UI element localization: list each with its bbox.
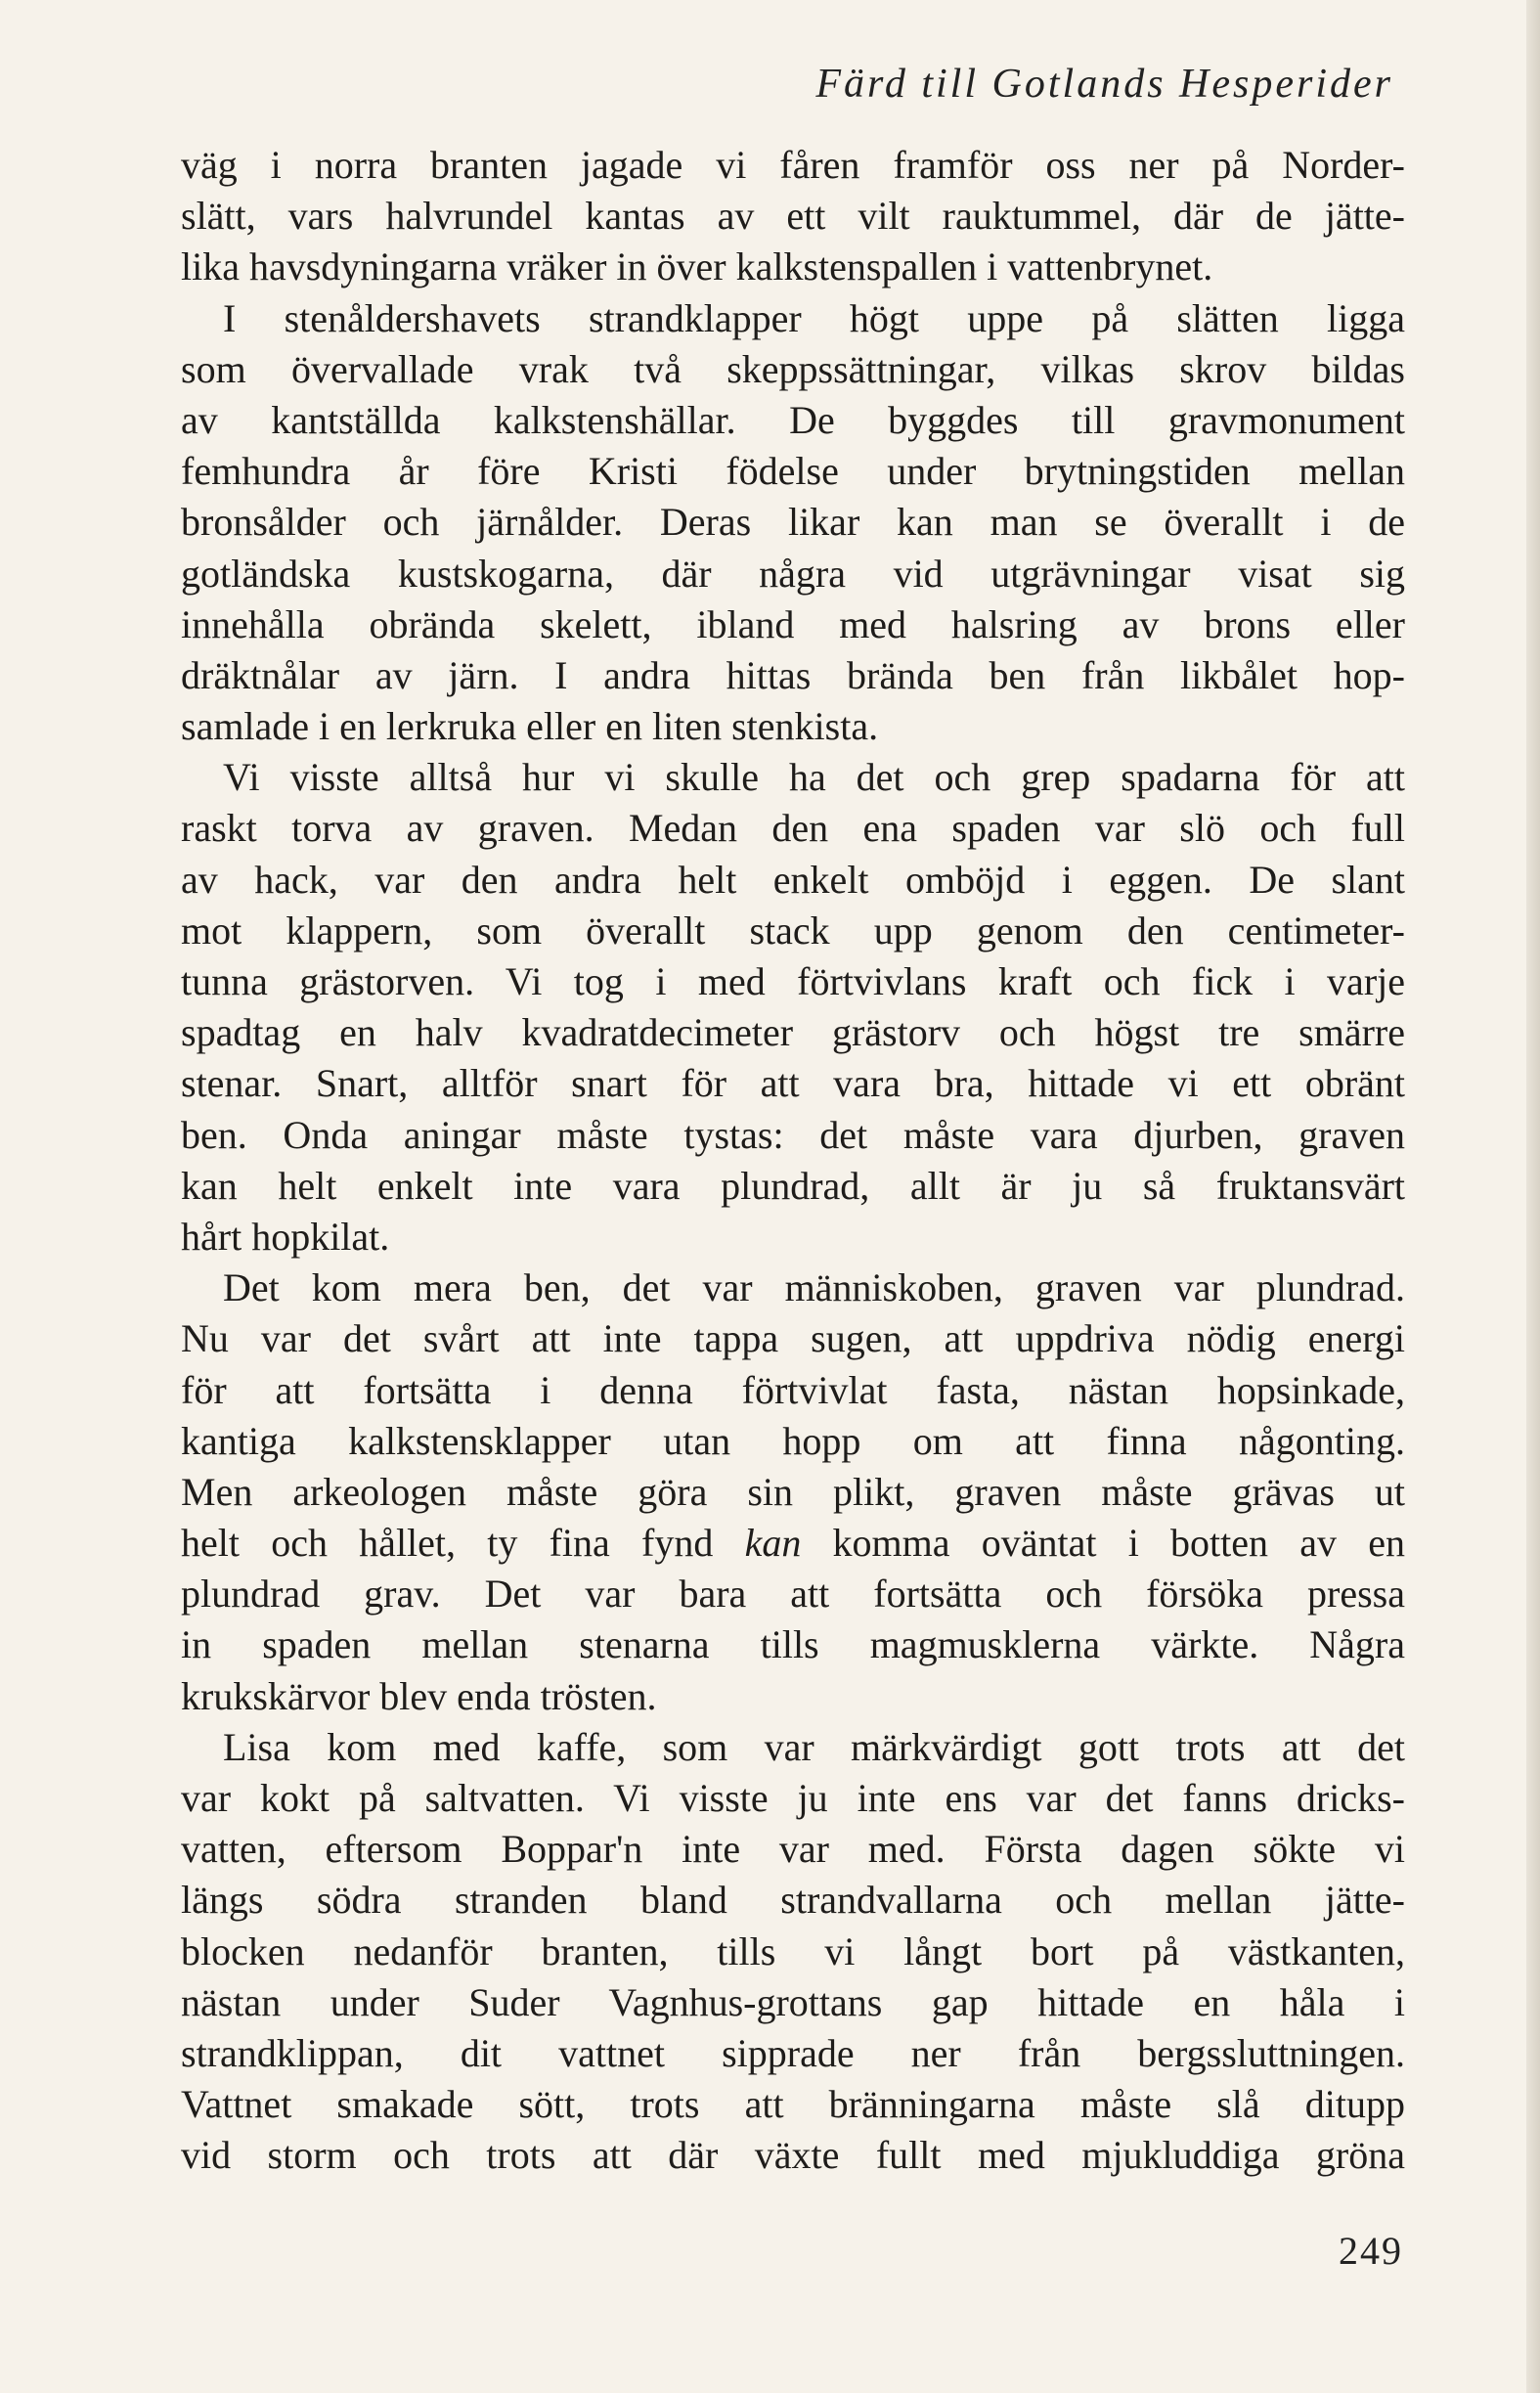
text-line: kan helt enkelt inte vara plundrad, allt är ju så fruktansvärt	[181, 1163, 1405, 1208]
text-line: slätt, vars halvrundel kantas av ett vilt rauktummel, där de jätte-	[181, 194, 1405, 239]
text-line: Vi visste alltså hur vi skulle ha det och grep spadarna för att	[223, 755, 1405, 800]
text-line: hårt hopkilat.	[181, 1214, 390, 1259]
text-line: längs södra stranden bland strandvallarna och mellan jätte-	[181, 1878, 1405, 1923]
text-line: in spaden mellan stenarna tills magmusklerna värkte. Några	[181, 1622, 1405, 1667]
text-line: blocken nedanför branten, tills vi långt bort på västkanten,	[181, 1928, 1405, 1973]
text-line: väg i norra branten jagade vi fåren framför oss ner på Norder-	[181, 143, 1405, 187]
text-line: lika havsdyningarna vräker in över kalkstenspallen i vattenbrynet.	[181, 244, 1213, 289]
text-line: för att fortsätta i denna förtvivlat fasta, nästan hopsinkade,	[181, 1367, 1405, 1412]
text-line: krukskärvor blev enda trösten.	[181, 1673, 657, 1718]
paragraph	[181, 140, 1405, 293]
text-line: innehålla obrända skelett, ibland med halsring av brons eller	[181, 601, 1405, 646]
running-head: Färd till Gotlands Hesperider	[815, 62, 1393, 107]
text-line: Det kom mera ben, det var människoben, graven var plundrad.	[223, 1265, 1405, 1310]
text-line: dräktnålar av järn. I andra hittas brända ben från likbålet hop-	[181, 652, 1405, 697]
text-line: tunna grästorven. Vi tog i med förtvivlans kraft och fick i varje	[181, 959, 1405, 1003]
text-line: Lisa kom med kaffe, som var märkvärdigt gott trots att det	[223, 1724, 1405, 1769]
text-line: av hack, var den andra helt enkelt omböjd i eggen. De slant	[181, 857, 1405, 902]
text-line: strandklippan, dit vattnet sipprade ner från bergssluttningen.	[181, 2030, 1405, 2075]
text-line: nästan under Suder Vagnhus-grottans gap hittade en håla i	[181, 1979, 1405, 2024]
text-line: som övervallade vrak två skeppssättningar, vilkas skrov bildas	[181, 346, 1405, 391]
text-line: av kantställda kalkstenshällar. De byggdes till gravmonument	[181, 397, 1405, 442]
text-line: raskt torva av graven. Medan den ena spaden var slö och full	[181, 806, 1405, 851]
page-number: 249	[1339, 2229, 1403, 2273]
paragraph	[181, 293, 1405, 753]
text-line: plundrad grav. Det var bara att fortsätta och försöka pressa	[181, 1572, 1405, 1617]
text-line: samlade i en lerkruka eller en liten stenkista.	[181, 704, 879, 749]
text-line: femhundra år före Kristi födelse under brytningstiden mellan	[181, 449, 1405, 494]
text-line: mot klappern, som överallt stack upp genom den centimeter-	[181, 908, 1405, 953]
text-line: Vattnet smakade sött, trots att bränningarna måste slå ditupp	[181, 2082, 1405, 2127]
text-line: bronsålder och järnålder. Deras likar kan man se överallt i de	[181, 500, 1405, 545]
paragraph	[181, 1722, 1405, 2182]
text-line: kantiga kalkstensklapper utan hopp om att finna någonting.	[181, 1418, 1405, 1463]
body-text	[181, 140, 1405, 2182]
text-line: ben. Onda aningar måste tystas: det måste vara djurben, graven	[181, 1112, 1405, 1157]
paragraph	[181, 752, 1405, 1263]
text-line: stenar. Snart, alltför snart för att vara bra, hittade vi ett obränt	[181, 1061, 1405, 1106]
paragraph	[181, 1263, 1405, 1722]
text-line: Nu var det svårt att inte tappa sugen, att uppdriva nödig energi	[181, 1316, 1405, 1361]
text-line: spadtag en halv kvadratdecimeter grästorv och högst tre smärre	[181, 1010, 1405, 1055]
text-line: I stenåldershavets strandklapper högt uppe på slätten ligga	[223, 295, 1405, 340]
text-line: gotländska kustskogarna, där några vid utgrävningar visat sig	[181, 551, 1405, 596]
text-line: Men arkeologen måste göra sin plikt, graven måste grävas ut	[181, 1469, 1405, 1514]
page-edge	[1526, 0, 1540, 2393]
text-line: helt och hållet, ty fina fynd kan komma oväntat i botten av en	[181, 1521, 1405, 1566]
text-line: vid storm och trots att där växte fullt med mjukluddiga gröna	[181, 2133, 1405, 2178]
text-line: vatten, eftersom Boppar'n inte var med. Första dagen sökte vi	[181, 1827, 1405, 1872]
emphasized-word: kan	[744, 1521, 802, 1566]
text-line: var kokt på saltvatten. Vi visste ju inte ens var det fanns dricks-	[181, 1776, 1405, 1820]
